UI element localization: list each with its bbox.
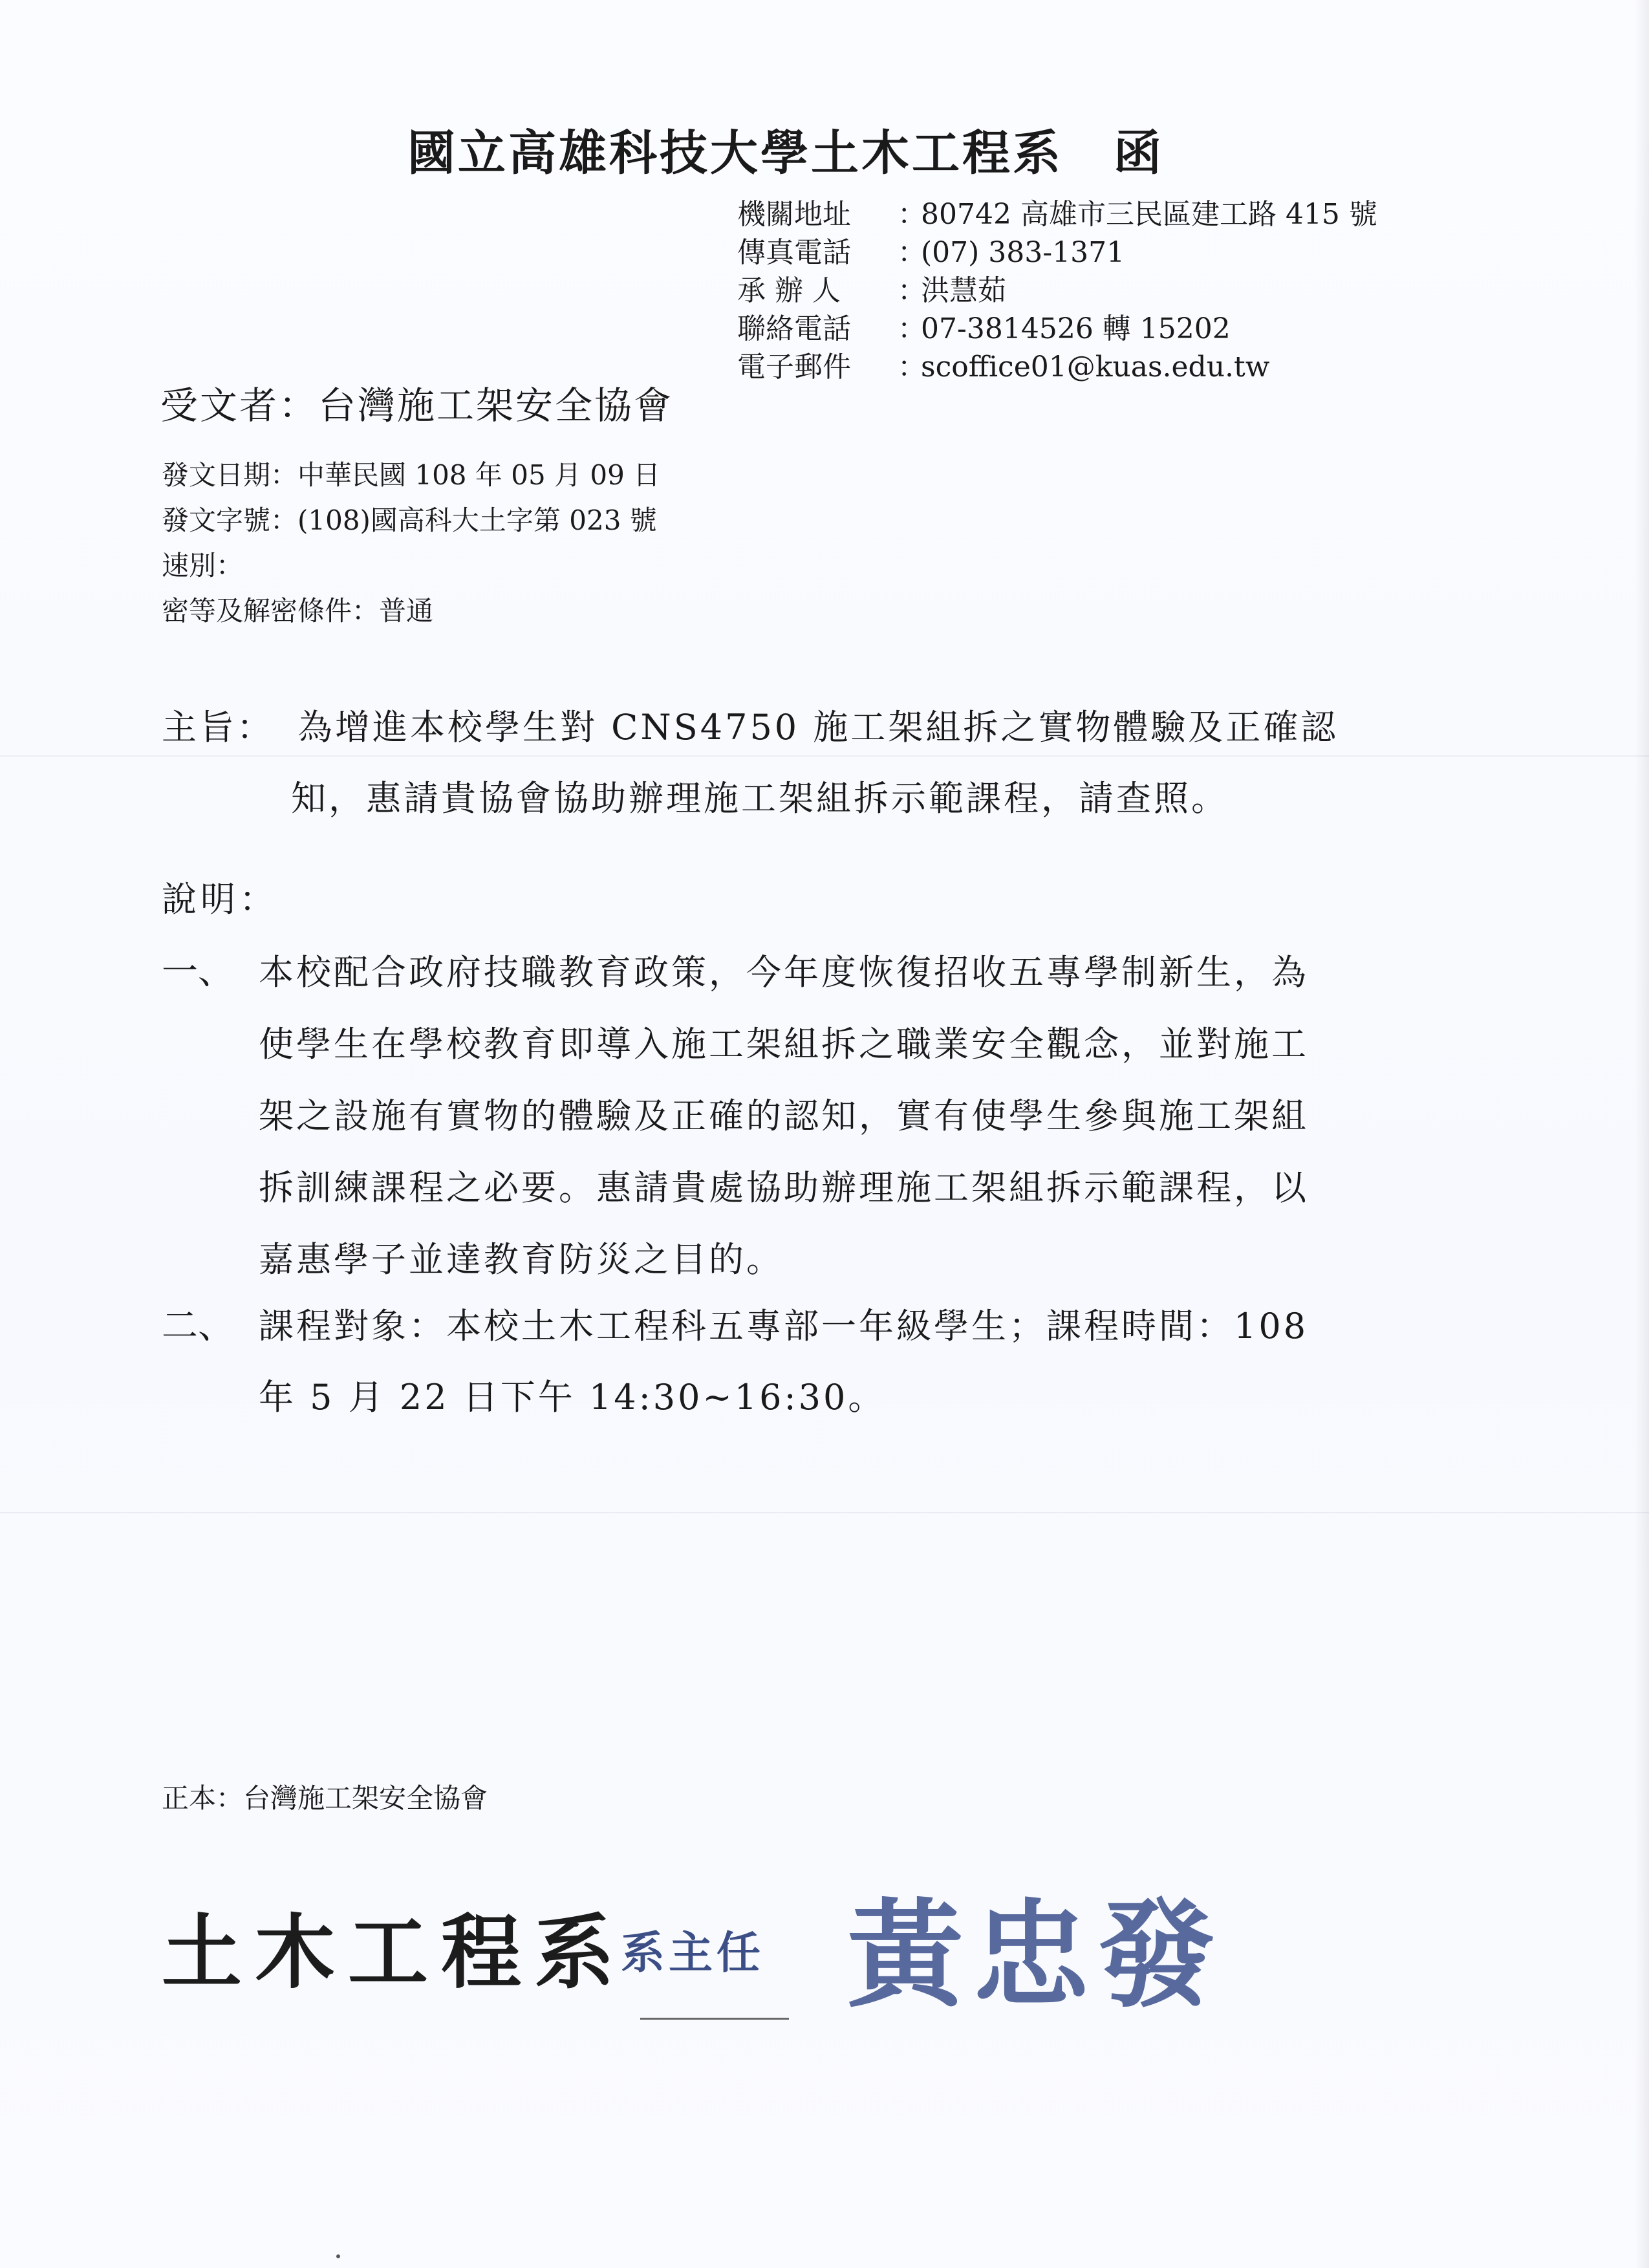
contact-phone bbox=[737, 310, 1578, 348]
signature-chair-title-stamp: 系主任 bbox=[621, 1927, 765, 1979]
subject-label: 主旨： bbox=[162, 707, 274, 748]
recipient: 受文者：台灣施工架安全協會 bbox=[160, 383, 674, 427]
scan-speck bbox=[336, 2254, 340, 2258]
signature-line bbox=[640, 2018, 789, 2020]
contact-value: scoffice01@kuas.edu.tw bbox=[921, 351, 1270, 383]
contact-address bbox=[737, 195, 1578, 233]
contact-email bbox=[737, 348, 1578, 386]
letter-title: 國立高雄科技大學土木工程系 函 bbox=[407, 125, 1164, 181]
contact-separator: ： bbox=[898, 236, 926, 269]
item-line: 年 5 月 22 日下午 14:30~16:30。 bbox=[259, 1377, 886, 1418]
item-text bbox=[259, 943, 1487, 1295]
explanation-label: 說明： bbox=[162, 879, 278, 920]
item-line: 嘉惠學子並達教育防災之目的。 bbox=[259, 1239, 784, 1280]
contact-label: 傳真電話 bbox=[737, 236, 851, 269]
item-line: 架之設施有實物的體驗及正確的認知，實有使學生參與施工架組 bbox=[259, 1096, 1309, 1136]
contact-separator: ： bbox=[898, 198, 926, 231]
contact-block bbox=[737, 195, 1578, 386]
signature-department: 土木工程系 bbox=[162, 1906, 628, 2000]
item-line: 本校配合政府技職教育政策，今年度恢復招收五專學制新生，為 bbox=[259, 952, 1309, 993]
contact-separator: ： bbox=[898, 274, 926, 307]
contact-label: 電子郵件 bbox=[737, 351, 851, 383]
urgency: 速別： bbox=[162, 550, 244, 581]
contact-value: 80742 高雄市三民區建工路 415 號 bbox=[921, 198, 1377, 231]
document-meta bbox=[162, 453, 660, 634]
scan-edge bbox=[1635, 0, 1649, 2268]
contact-value: 07-3814526 轉 15202 bbox=[921, 312, 1231, 345]
contact-label: 承 辦 人 bbox=[737, 274, 841, 307]
contact-label: 機關地址 bbox=[737, 198, 851, 231]
contact-handler bbox=[737, 272, 1578, 310]
subject-text-line: 知，惠請貴協會協助辦理施工架組拆示範課程，請查照。 bbox=[291, 778, 1229, 819]
copy-to: 正本：台灣施工架安全協會 bbox=[162, 1782, 488, 1814]
contact-separator: ： bbox=[898, 351, 926, 383]
item-line: 使學生在學校教育即導入施工架組拆之職業安全觀念，並對施工 bbox=[259, 1024, 1309, 1064]
confidentiality: 密等及解密條件：普通 bbox=[162, 595, 434, 627]
item-number: 一、 bbox=[162, 951, 234, 993]
fold-line bbox=[0, 755, 1649, 757]
contact-value: (07) 383-1371 bbox=[921, 236, 1125, 269]
item-line: 課程對象：本校土木工程科五專部一年級學生；課程時間：108 bbox=[259, 1306, 1309, 1346]
document-number: 發文字號：(108)國高科大土字第 023 號 bbox=[162, 504, 657, 536]
contact-value: 洪慧茹 bbox=[921, 274, 1006, 307]
contact-separator: ： bbox=[898, 312, 926, 345]
signature-chair-name-stamp: 黃忠發 bbox=[847, 1887, 1224, 2024]
fold-line bbox=[0, 1512, 1649, 1513]
item-number: 二、 bbox=[162, 1305, 234, 1347]
subject-text-line: 為增進本校學生對 CNS4750 施工架組拆之實物體驗及正確認 bbox=[297, 707, 1339, 748]
item-text bbox=[259, 1297, 1308, 1433]
contact-fax bbox=[737, 233, 1578, 272]
contact-label: 聯絡電話 bbox=[737, 312, 851, 345]
item-line: 拆訓練課程之必要。惠請貴處協助辦理施工架組拆示範課程，以 bbox=[259, 1167, 1309, 1208]
issue-date: 發文日期：中華民國 108 年 05 月 09 日 bbox=[162, 459, 661, 491]
